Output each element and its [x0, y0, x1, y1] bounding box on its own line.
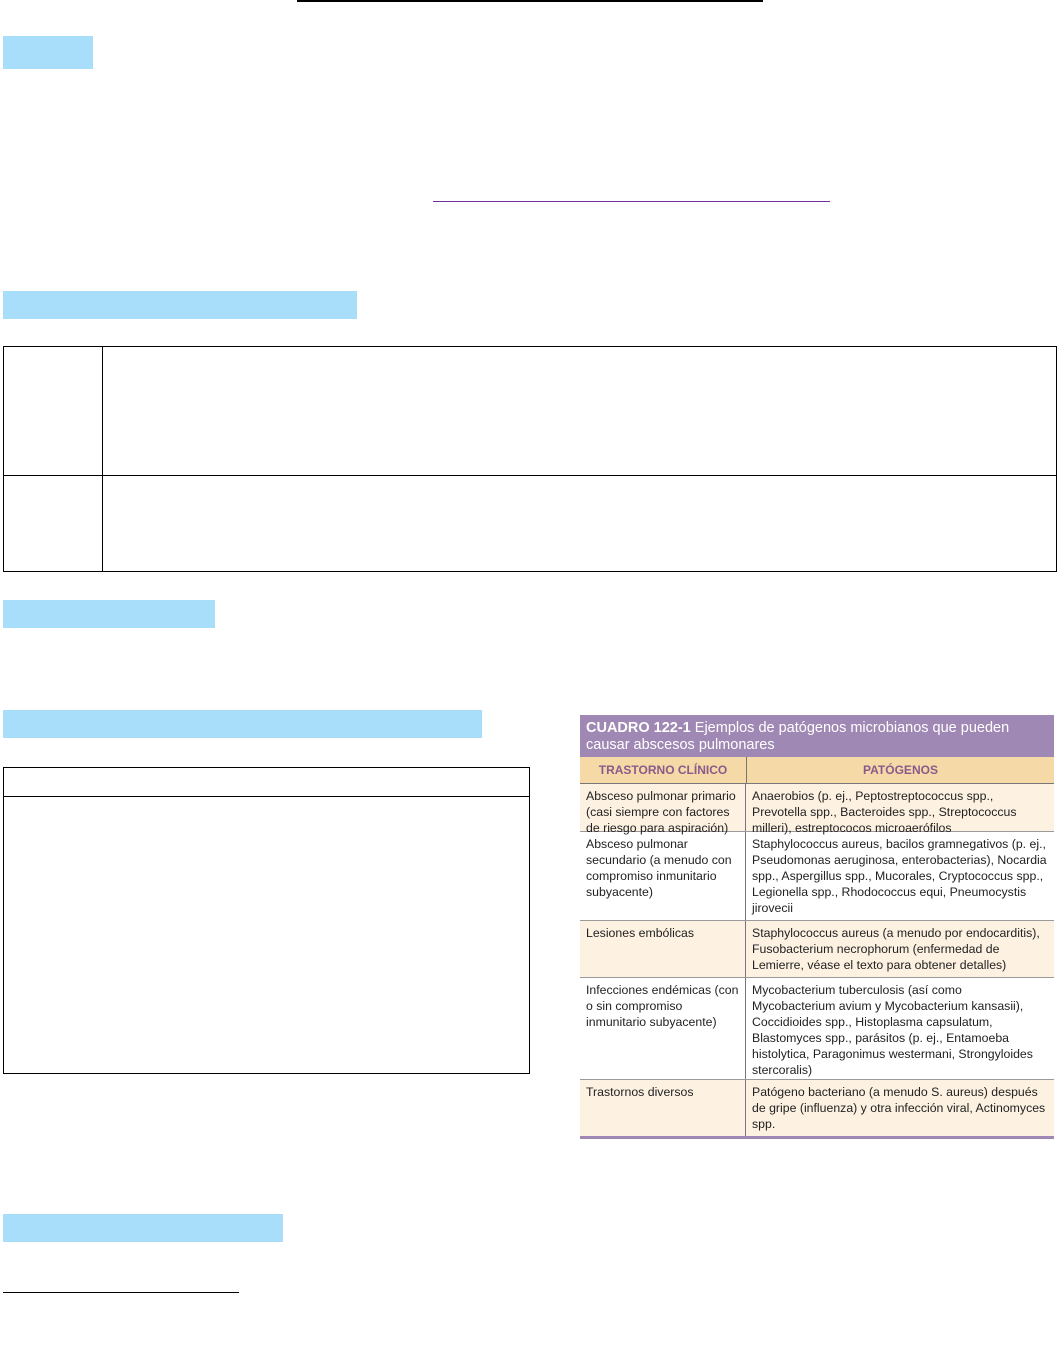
figure-title-text: Ejemplos de patógenos microbianos que pueden causar abscesos pulmonares: [586, 720, 1010, 753]
figure-row: [580, 921, 1054, 978]
condition-cell: Infecciones endémicas (con o sin compromiso inmunitario subyacente): [580, 978, 746, 1079]
condition-cell: Absceso pulmonar primario (casi siempre con factores de riesgo para aspiración): [580, 784, 746, 831]
definitions-table: [3, 346, 1057, 572]
figure-row: [580, 978, 1054, 1080]
figure-row: [580, 832, 1054, 921]
table-row: [4, 797, 530, 1074]
header-condition: TRASTORNO CLÍNICO: [580, 757, 747, 783]
table-cell: [4, 476, 103, 572]
figure-number: CUADRO 122-1: [586, 720, 691, 736]
table-cell: [103, 347, 1057, 476]
pathogens-cell: Mycobacterium tuberculosis (así como Mycobacterium avium y Mycobacterium kansasii), Coccidioides spp., Histoplasma capsulatum, Blastomyces spp., parásitos (p. ej., Entamoeba histolytica, Paragonimus westermani, Strongyloides stercoralis): [752, 983, 1033, 1077]
figure-row: [580, 784, 1054, 835]
figure-title: [580, 715, 1054, 757]
pathogens-cell: Patógeno bacteriano (a menudo S. aureus) después de gripe (influenza) y otra infección viral, Actinomyces spp.: [752, 1085, 1046, 1131]
table-row: [4, 768, 530, 797]
figure-row: [580, 1080, 1054, 1136]
pathogens-cell: Anaerobios (p. ej., Peptostreptococcus spp., Prevotella spp., Bacteroides spp., Streptococcus milleri), estreptococos microaerófilos: [752, 789, 1017, 835]
pathogens-cell: Staphylococcus aureus (a menudo por endocarditis), Fusobacterium necrophorum (enfermedad de Lemierre, véase el texto para obtener detalles): [752, 926, 1040, 972]
footnote-underline: [3, 1292, 239, 1293]
condition-cell: Lesiones embólicas: [580, 921, 746, 977]
table-row: [4, 476, 1057, 572]
pathogens-figure: [580, 715, 1054, 1149]
section-heading-3: [3, 600, 215, 628]
condition-cell: Trastornos diversos: [580, 1080, 746, 1136]
table-cell: [103, 476, 1057, 572]
section-heading-2: [3, 291, 357, 319]
table-cell: [4, 347, 103, 476]
section-heading-4: [3, 710, 482, 738]
header-pathogens: PATÓGENOS: [863, 763, 938, 777]
section-heading-1: [3, 36, 93, 69]
etiology-table: [3, 767, 530, 1074]
title-underline: [297, 0, 763, 2]
table-row: [4, 347, 1057, 476]
figure-header-row: [580, 757, 1054, 784]
section-heading-5: [3, 1214, 283, 1242]
table-cell: [4, 797, 530, 1074]
condition-cell: Absceso pulmonar secundario (a menudo con compromiso inmunitario subyacente): [580, 832, 746, 920]
hyperlink-underline[interactable]: [433, 201, 830, 202]
table-header-cell: [4, 768, 530, 797]
figure-bottom-rule: [580, 1136, 1054, 1139]
pathogens-cell: Staphylococcus aureus, bacilos gramnegativos (p. ej., Pseudomonas aeruginosa, enterobacterias), Nocardia spp., Aspergillus spp., Mucorales, Cryptococcus spp., Legionella spp., Rhodococcus equi, Pneumocystis jirovecii: [752, 837, 1047, 915]
